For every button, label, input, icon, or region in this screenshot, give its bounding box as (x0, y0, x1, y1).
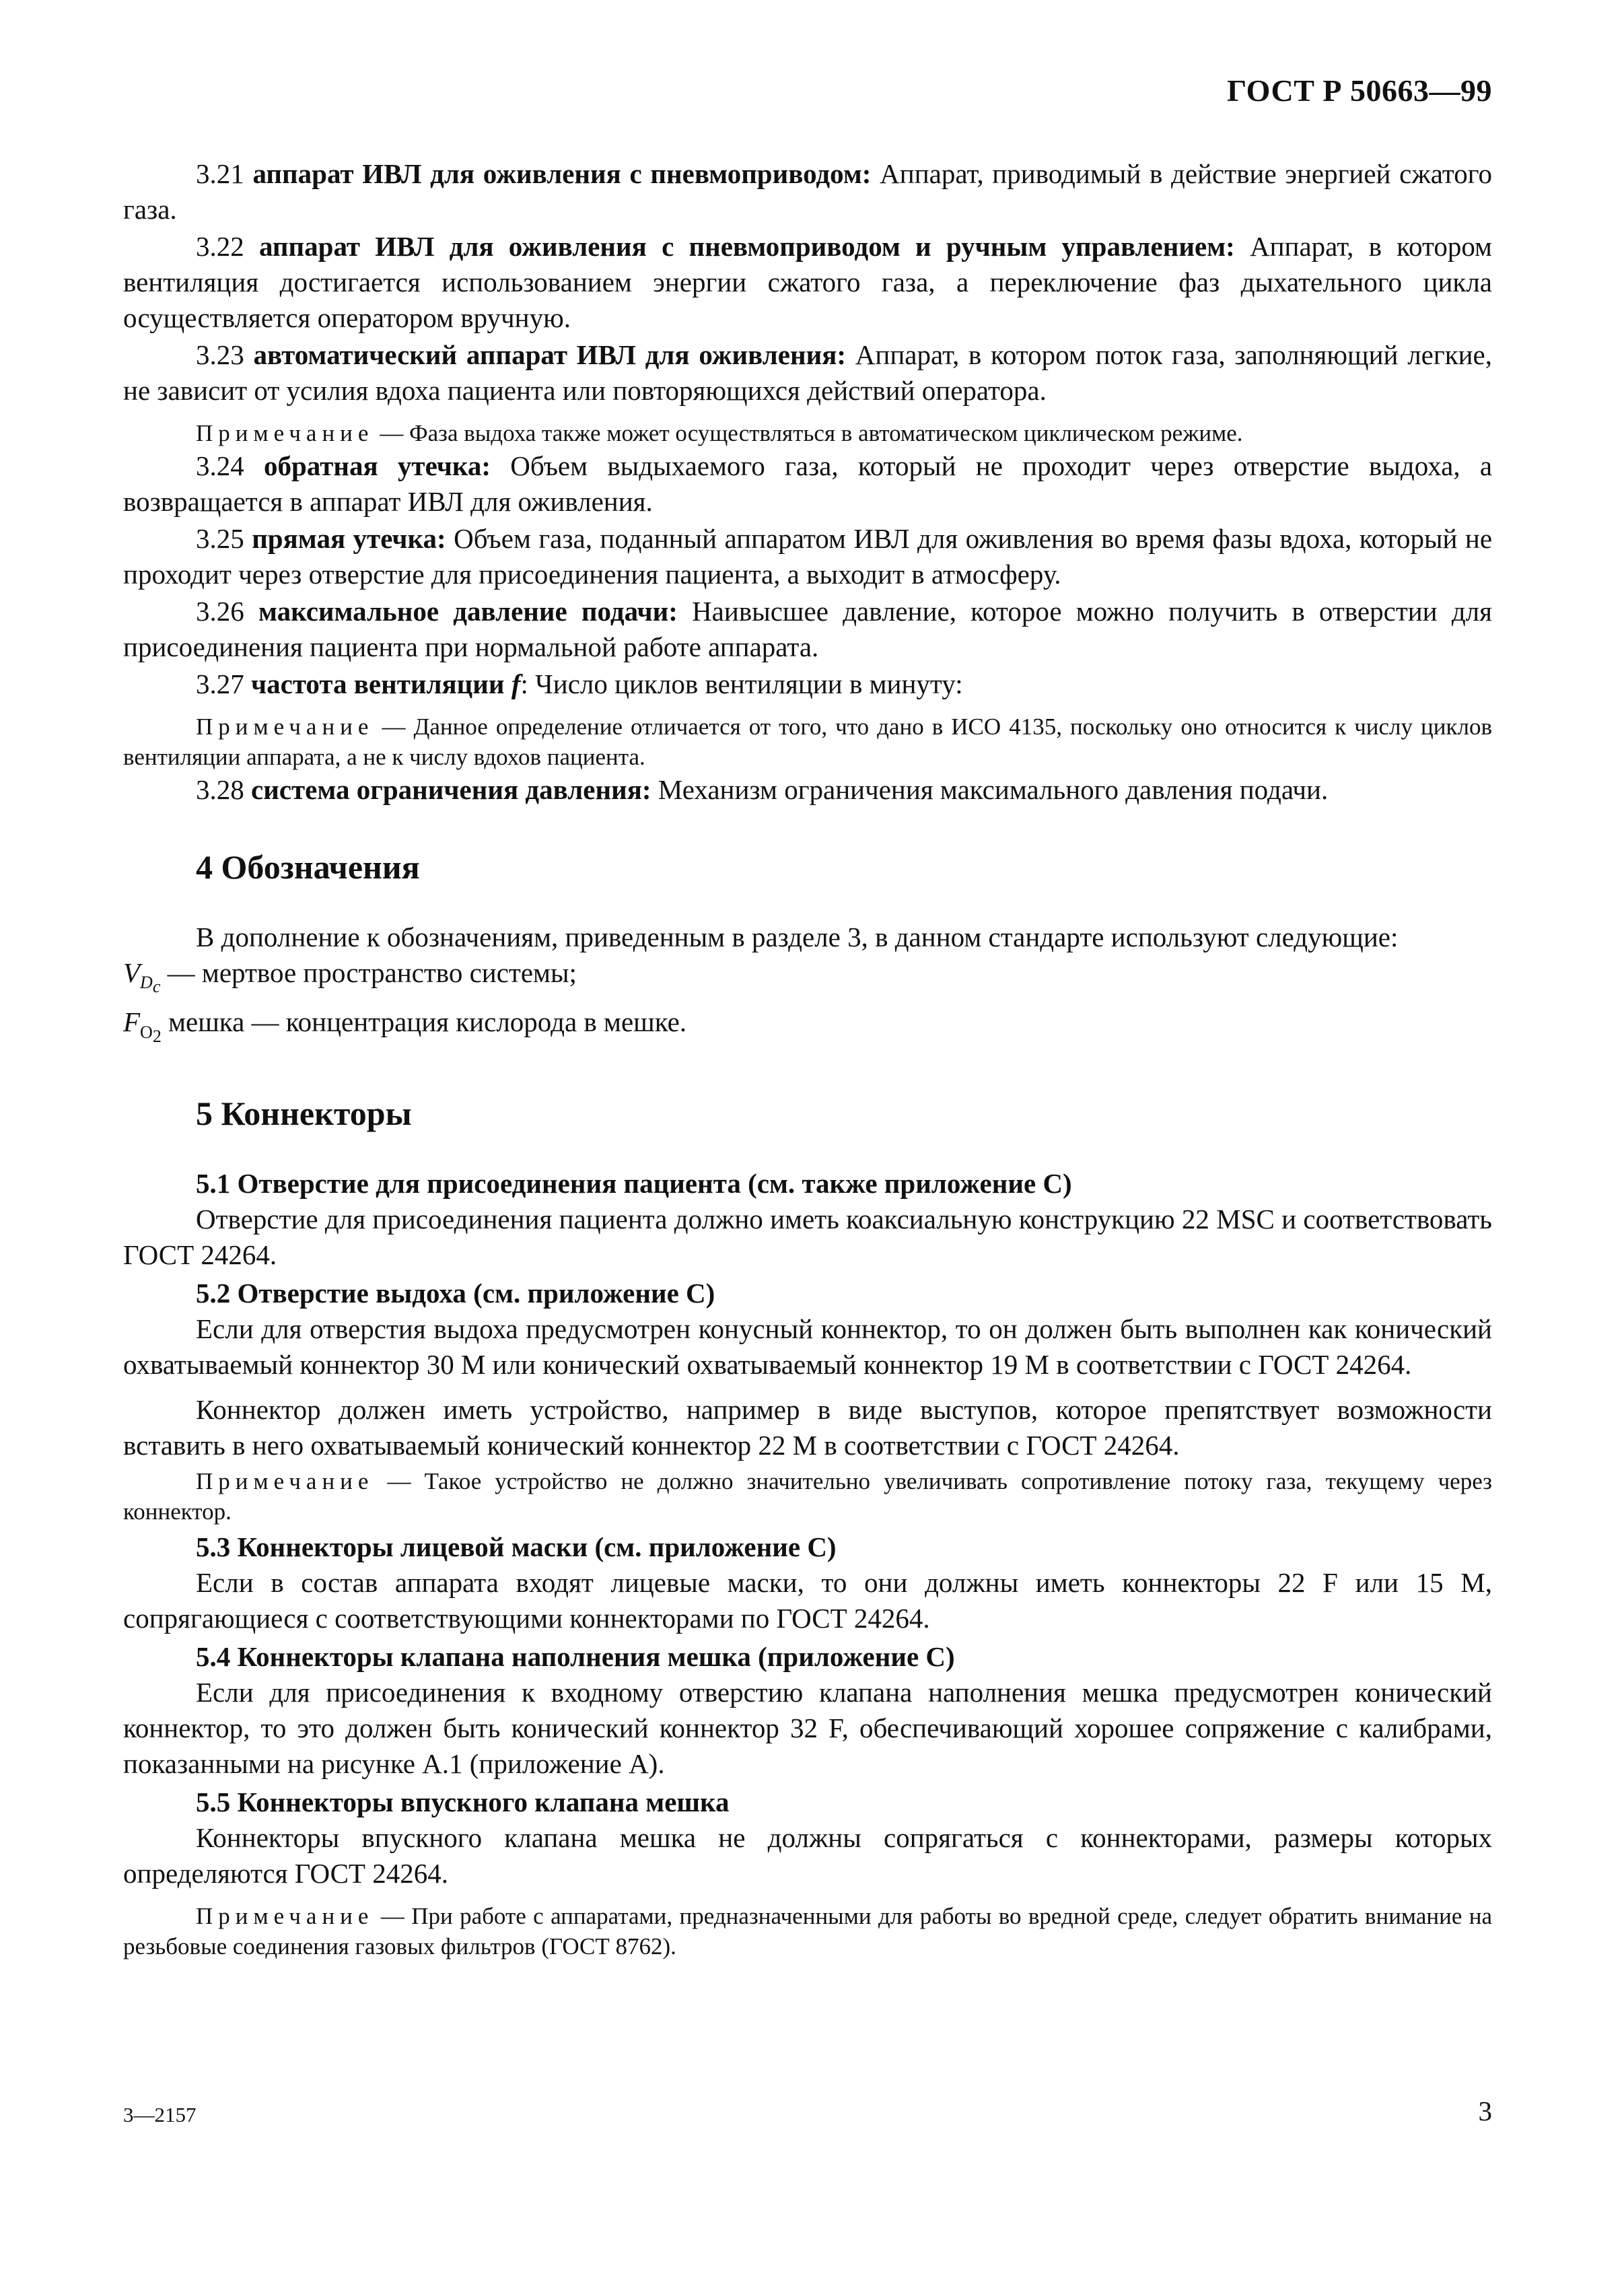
definition-3-28: 3.28 система ограничения давления: Механизм ограничения максимального давления подачи. (196, 774, 1329, 805)
term: система ограничения давления: (251, 774, 651, 805)
subsection-5-2-title: 5.2 Отверстие выдоха (см. приложение С) (196, 1277, 715, 1309)
section-4-title: 4 Обозначения (196, 848, 420, 886)
definition-3-22: 3.22 аппарат ИВЛ для оживления с пневмоприводом и ручным управлением: Аппарат, в котором вентиляция достигается использованием энергии сжатого газа, а переключение фаз дыхательного цикла осуществляется оператором вручную. (123, 231, 1492, 333)
symbol-fo2: $F_{O_2}$ мешка — концентрация кислорода в мешке. (123, 1006, 687, 1046)
symbol-vdc: $V_{D_c}$ — мертвое пространство системы; (123, 957, 577, 997)
subsection-5-2-text-2: Коннектор должен иметь устройство, например в виде выступов, которое препятствует возможности вставить в него охватываемый конический коннектор 22 М в соответствии с ГОСТ 24264. (123, 1393, 1492, 1461)
footer-code: 3—2157 (123, 2103, 197, 2126)
definition-3-25: 3.25 прямая утечка: Объем газа, поданный аппаратом ИВЛ для оживления во время фазы вдоха, который не проходит через отверстие для присоединения пациента, а выходит в атмосферу. (123, 523, 1493, 590)
note-1: Примечание — Фаза выдоха также может осуществляться в автоматическом циклическом режиме. (196, 420, 1243, 446)
term: автоматический аппарат ИВЛ для оживления: (253, 339, 847, 370)
definition-3-21: 3.21 аппарат ИВЛ для оживления с пневмоприводом: Аппарат, приводимый в действие энергией сжатого газа. (123, 158, 1493, 225)
subsection-5-4-text: Если для присоединения к входному отверстию клапана наполнения мешка предусмотрен конический коннектор, то это должен быть конический коннектор 32 F, обеспечивающий хорошее сопряжение с калибрами, показанными на рисунке А.1 (приложение А). (123, 1676, 1492, 1779)
term: прямая утечка: (252, 523, 446, 554)
term: обратная утечка: (264, 450, 491, 481)
term: аппарат ИВЛ для оживления с пневмоприводом: (252, 158, 872, 189)
subsection-5-3-title: 5.3 Коннекторы лицевой маски (см. приложение С) (196, 1531, 837, 1562)
page-number: 3 (1478, 2095, 1492, 2126)
subsection-5-5-text: Коннекторы впускного клапана мешка не должны сопрягаться с коннекторами, размеры которых определяются ГОСТ 24264. (123, 1822, 1492, 1889)
page-content (123, 156, 1492, 1962)
definition-3-27: 3.27 частота вентиляции f: Число циклов вентиляции в минуту: (196, 668, 963, 699)
note-2: Примечание — Данное определение отличается от того, что дано в ИСО 4135, поскольку оно относится к числу циклов вентиляции аппарата, а не к числу вдохов пациента. (123, 714, 1493, 770)
section-5-title: 5 Коннекторы (196, 1094, 412, 1132)
definition-3-24: 3.24 обратная утечка: Объем выдыхаемого газа, который не проходит через отверстие выдоха, а возвращается в аппарат ИВЛ для оживления. (123, 450, 1493, 517)
term: аппарат ИВЛ для оживления с пневмоприводом и ручным управлением: (258, 231, 1235, 262)
subsection-5-5-title: 5.5 Коннекторы впускного клапана мешка (196, 1786, 730, 1817)
term: максимальное давление подачи: (258, 596, 678, 627)
subsection-5-1-title: 5.1 Отверстие для присоединения пациента (см. также приложение С) (196, 1167, 1072, 1199)
note-3: Примечание — Такое устройство не должно значительно увеличивать сопротивление потоку газа, текущему через коннектор. (123, 1467, 1493, 1525)
term: частота вентиляции (251, 668, 505, 699)
note-4: Примечание — При работе с аппаратами, предназначенными для работы во вредной среде, следует обратить внимание на резьбовые соединения газовых фильтров (ГОСТ 8762). (123, 1902, 1492, 1960)
subsection-5-4-title: 5.4 Коннекторы клапана наполнения мешка (приложение С) (196, 1640, 955, 1672)
definition-3-23: 3.23 автоматический аппарат ИВЛ для оживления: Аппарат, в котором поток газа, заполняющий легкие, не зависит от усилия вдоха пациента или повторяющихся действий оператора. (123, 339, 1493, 406)
subsection-5-1-text: Отверстие для присоединения пациента должно иметь коаксиальную конструкцию 22 MSC и соответствовать ГОСТ 24264. (123, 1203, 1492, 1270)
standard-header: ГОСТ Р 50663—99 (1227, 73, 1492, 108)
section-4-intro: В дополнение к обозначениям, приведенным в разделе 3, в данном стандарте используют следующие: (196, 922, 1399, 952)
term-variable: f (511, 668, 521, 699)
subsection-5-2-text-1: Если для отверстия выдоха предусмотрен конусный коннектор, то он должен быть выполнен как конический охватываемый коннектор 30 М или конический охватываемый коннектор 19 М в соответствии с ГОСТ 24264. (123, 1313, 1492, 1380)
subsection-5-3-text: Если в состав аппарата входят лицевые маски, то они должны иметь коннекторы 22 F или 15 М, сопрягающиеся с соответствующими коннекторами по ГОСТ 24264. (123, 1566, 1492, 1634)
definition-3-26: 3.26 максимальное давление подачи: Наивысшее давление, которое можно получить в отверстии для присоединения пациента при нормальной работе аппарата. (123, 596, 1493, 662)
